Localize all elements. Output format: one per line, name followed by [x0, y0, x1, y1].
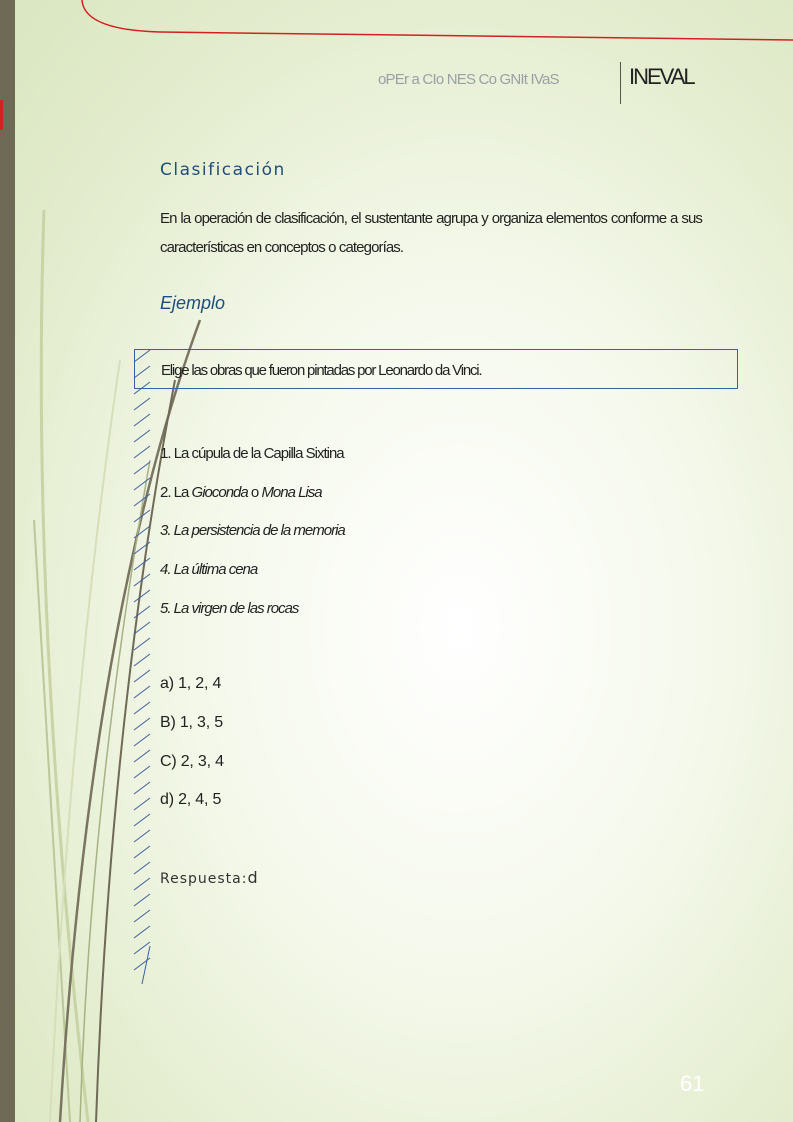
answer-value: d — [247, 868, 259, 887]
list-item: 5. La virgen de las rocas — [160, 600, 299, 617]
list-item: 4. La última cena — [160, 561, 258, 578]
answer-option-c: C) 2, 3, 4 — [160, 753, 224, 770]
answer-option-b: B) 1, 3, 5 — [160, 714, 223, 731]
running-header-title: oPEr a CIo NES Co GNIt IVaS — [378, 71, 559, 88]
list-item: 3. La persistencia de la memoria — [160, 522, 345, 539]
answer-line — [160, 868, 259, 887]
header-divider — [620, 62, 621, 104]
question-text: Elige las obras que fueron pintadas por Leonardo da Vinci. — [161, 362, 482, 379]
list-item: 2. La Gioconda o Mona Lisa — [160, 484, 322, 501]
answer-label: Respuesta: — [160, 871, 248, 887]
question-box — [134, 349, 738, 389]
page-number: 61 — [680, 1071, 705, 1096]
left-margin-bar — [0, 0, 15, 1122]
answer-option-a: a) 1, 2, 4 — [160, 675, 222, 692]
list-item: 1. La cúpula de la Capilla Sixtina — [160, 445, 344, 462]
example-heading: Ejemplo — [160, 293, 226, 313]
intro-paragraph: En la operación de clasificación, el sustentante agrupa y organiza elementos conforme a sus características en conceptos o categorías. — [160, 210, 702, 256]
red-edge-mark — [0, 100, 3, 130]
section-title: Clasificación — [160, 160, 286, 180]
answer-option-d: d) 2, 4, 5 — [160, 791, 222, 808]
ineval-logo: INEVAL — [629, 64, 694, 89]
